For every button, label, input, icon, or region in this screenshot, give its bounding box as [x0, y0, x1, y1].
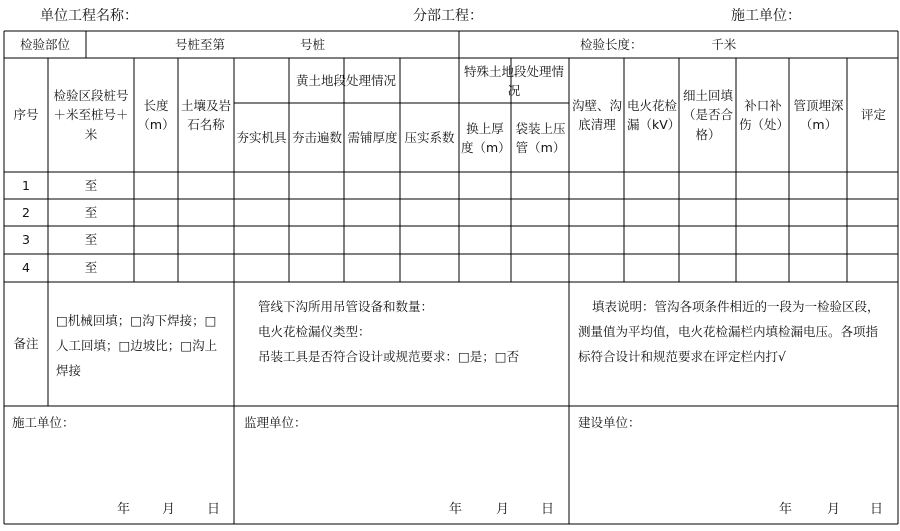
- row-no: 1: [22, 178, 30, 194]
- remarks-spark-tester: 电火花检漏仪类型：: [258, 324, 371, 339]
- date-year: 年: [449, 502, 463, 517]
- row-to: 至: [84, 204, 98, 220]
- col-header-trench: 沟壁、沟底清理: [572, 97, 623, 132]
- row-no: 2: [22, 204, 30, 220]
- col-header-loess-1: 夯实机具: [236, 130, 287, 146]
- col-header-loess: 黄土地段处理情况: [295, 73, 396, 89]
- inspection-part-label: 检验部位: [19, 36, 70, 52]
- row-to: 至: [84, 232, 98, 248]
- col-header-spark: 电火花检漏（kV）: [627, 97, 681, 132]
- date-year: 年: [779, 502, 793, 517]
- sign-construction: 施工单位：: [12, 415, 75, 430]
- col-header-eval: 评定: [860, 107, 886, 123]
- sign-owner: 建设单位：: [578, 415, 641, 430]
- col-header-soil: 土壤及岩石名称: [181, 97, 232, 132]
- col-header-loess-2: 夯击遍数: [292, 130, 343, 146]
- col-header-special: 特殊土地段处理情况: [463, 63, 564, 98]
- col-header-no: 序号: [13, 107, 39, 123]
- remarks-lifting-tools: 吊装工具是否符合设计或规范要求：□是；□否: [258, 349, 520, 364]
- col-header-section: 检验区段桩号＋米至桩号＋米: [53, 87, 129, 142]
- date-month: 月: [496, 502, 510, 517]
- col-header-loess-4: 压实系数: [404, 130, 455, 146]
- date-day: 日: [207, 502, 221, 517]
- row-to: 至: [84, 259, 98, 275]
- chainage-range: 号桩至第 号桩: [175, 36, 326, 52]
- inspection-length: 检验长度： 千米: [580, 36, 737, 52]
- col-header-special-1: 换上厚度（m）: [461, 120, 511, 155]
- col-header-special-2: 袋装上压管（m）: [515, 120, 566, 155]
- remarks-hoist: 管线下沟所用吊管设备和数量：: [258, 299, 434, 314]
- row-no: 3: [22, 232, 30, 248]
- form-instructions: 填表说明：管沟各项条件相近的一段为一检验区段，测量值为平均值，电火花检漏栏内填检漏电压。各项指标符合设计和规范要求在评定栏内打√: [578, 299, 880, 364]
- row-to: 至: [84, 178, 98, 194]
- date-month: 月: [162, 502, 176, 517]
- division-label: 分部工程：: [413, 8, 483, 24]
- sign-supervision: 监理单位：: [244, 415, 307, 430]
- remarks-equipment: [244, 294, 564, 369]
- remarks-label: 备注: [13, 336, 39, 352]
- contractor-label: 施工单位：: [731, 8, 801, 24]
- row-no: 4: [22, 259, 30, 275]
- project-name-label: 单位工程名称：: [40, 8, 138, 24]
- col-header-repair: 补口补伤（处）: [739, 97, 790, 132]
- date-year: 年: [117, 502, 131, 517]
- col-header-depth: 管顶埋深（m）: [793, 97, 844, 132]
- col-header-backfill: 细土回填（是否合格）: [682, 87, 733, 142]
- date-day: 日: [541, 502, 555, 517]
- date-day: 日: [870, 502, 884, 517]
- col-header-length: 长度（m）: [137, 97, 175, 132]
- remarks-options: □机械回填；□沟下焊接；□人工回填；□边坡比；□沟上焊接: [56, 313, 218, 378]
- date-month: 月: [827, 502, 841, 517]
- col-header-loess-3: 需铺厚度: [347, 130, 398, 146]
